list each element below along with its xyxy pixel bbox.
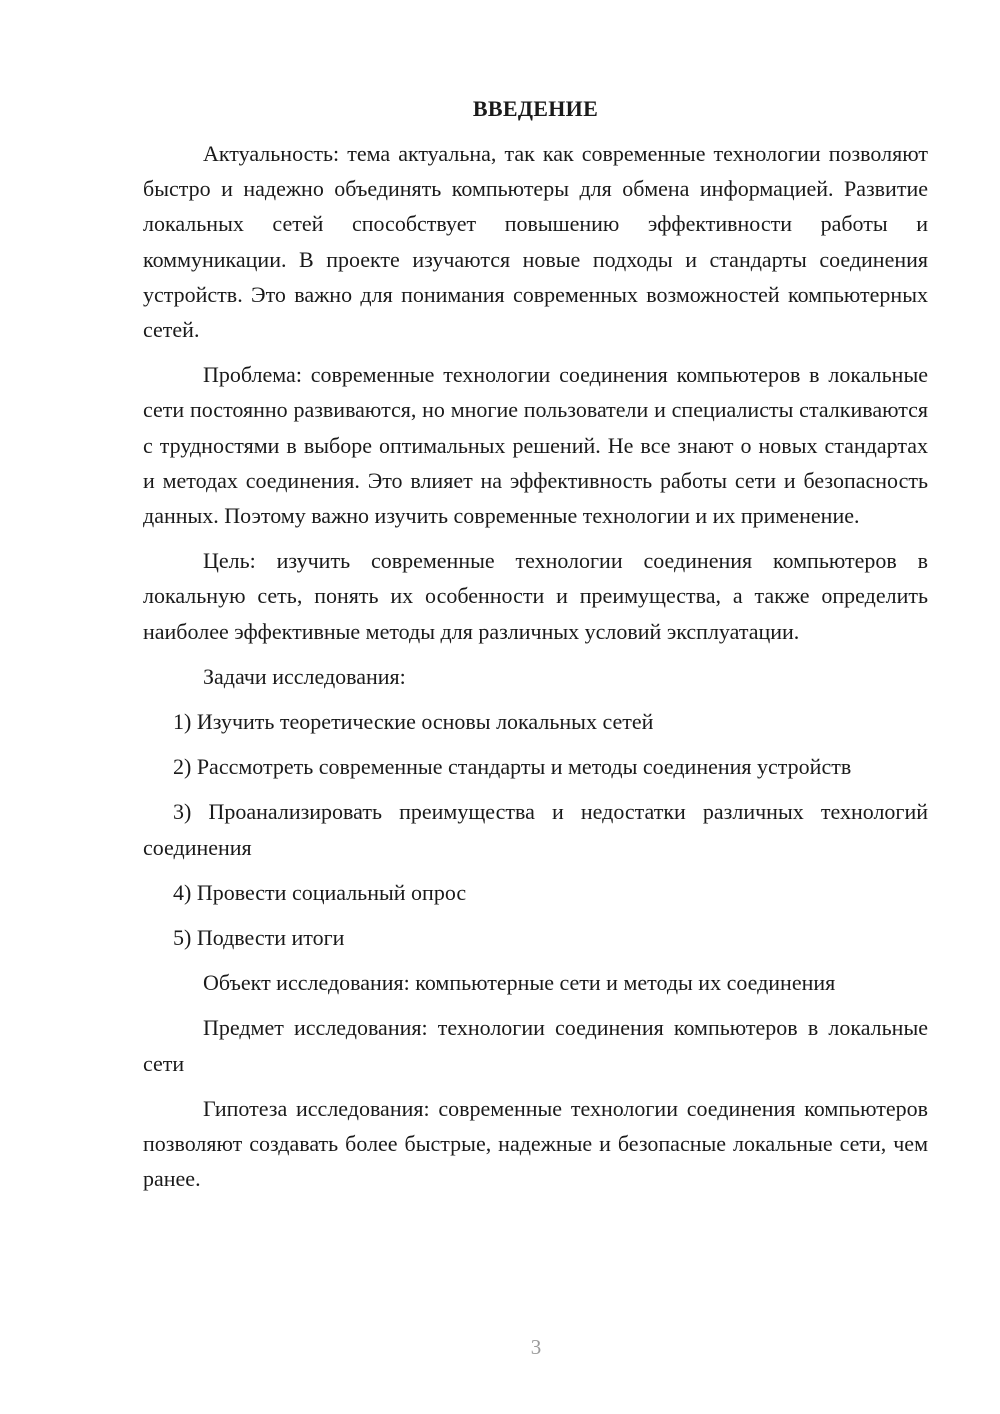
section-title: ВВЕДЕНИЕ	[472, 96, 599, 121]
task-item: 2) Рассмотреть современные стандарты и методы соединения устройств	[173, 754, 852, 780]
page-number: 3	[530, 1335, 542, 1359]
tasks-heading: Задачи исследования:	[203, 663, 406, 689]
task-item: 5) Подвести итоги	[173, 925, 345, 951]
research-object-paragraph: Объект исследования: компьютерные сети и методы их соединения	[203, 970, 836, 996]
research-subject-paragraph: Предмет исследования: технологии соединения компьютеров в локальные сети	[143, 1015, 928, 1076]
task-item: 1) Изучить теоретические основы локальных сетей	[173, 709, 654, 735]
task-item: 3) Проанализировать преимущества и недостатки различных технологий соединения	[143, 799, 928, 860]
document-page	[143, 94, 928, 1196]
goal-paragraph: Цель: изучить современные технологии соединения компьютеров в локальную сеть, понять их особенности и преимущества, а также определить наиболее эффективные методы для различных условий эксплуатации.	[143, 548, 928, 644]
hypothesis-paragraph: Гипотеза исследования: современные технологии соединения компьютеров позволяют создавать более быстрые, надежные и безопасные локальные сети, чем ранее.	[143, 1095, 928, 1192]
relevance-paragraph: Актуальность: тема актуальна, так как современные технологии позволяют быстро и надежно объединять компьютеры для обмена информацией. Развитие локальных сетей способствует повышению эффективности работы и коммуникации. В проекте изучаются новые подходы и стандарты соединения устройств. Это важно для понимания современных возможностей компьютерных сетей.	[143, 141, 928, 343]
problem-paragraph: Проблема: современные технологии соединения компьютеров в локальные сети постоянно развиваются, но многие пользователи и специалисты сталкиваются с трудностями в выборе оптимальных решений. Не все знают о новых стандартах и методах соединения. Это влияет на эффективность работы сети и безопасность данных. Поэтому важно изучить современные технологии и их применение.	[143, 362, 928, 529]
task-item: 4) Провести социальный опрос	[173, 879, 467, 905]
